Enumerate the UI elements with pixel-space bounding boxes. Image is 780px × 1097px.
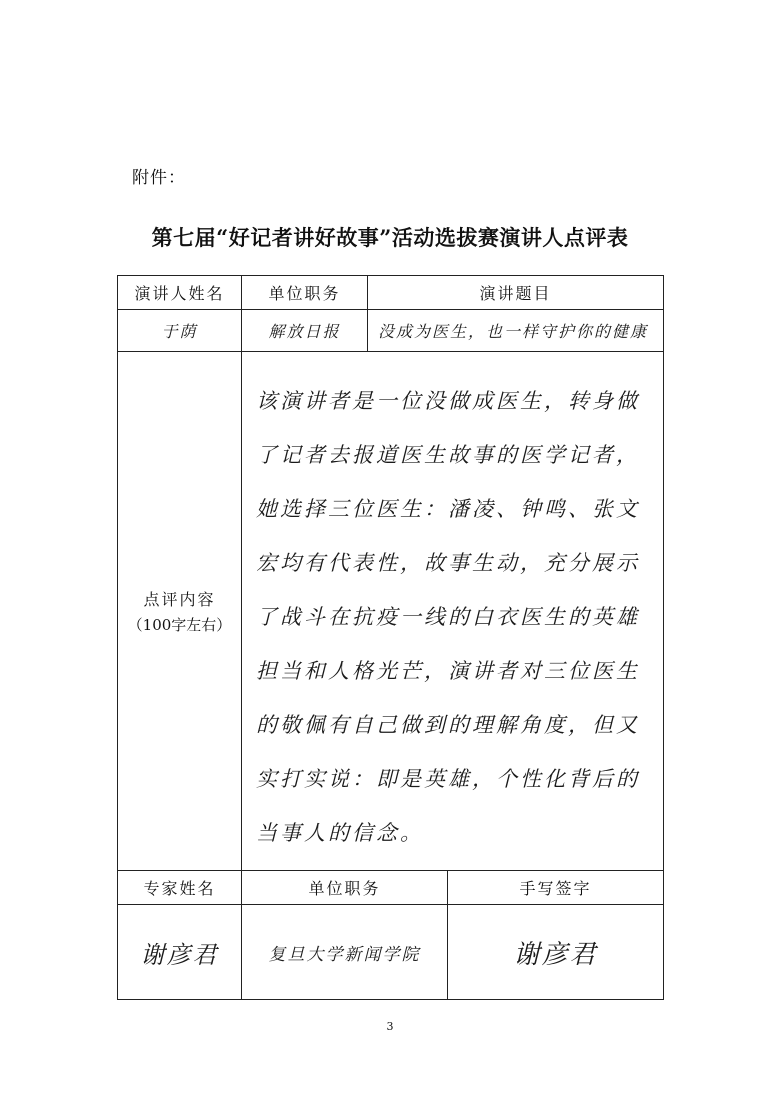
expert-header-row: [118, 871, 664, 905]
col-header-expert-unit: 单位职务: [242, 871, 448, 905]
col-header-signature: 手写签字: [448, 871, 664, 905]
form-title: 第七届“好记者讲好故事”活动选拔赛演讲人点评表: [151, 225, 629, 250]
evaluation-form-table: [117, 275, 664, 1000]
handwritten-signature: 谢彦君: [448, 905, 664, 1000]
speaker-unit-value: 解放日报: [242, 310, 368, 352]
comment-row: [118, 352, 664, 871]
comment-label-cell: [118, 352, 242, 871]
col-header-unit: 单位职务: [242, 276, 368, 310]
expert-unit-value: 复旦大学新闻学院: [242, 905, 448, 1000]
col-header-expert-name: 专家姓名: [118, 871, 242, 905]
comment-text: 该演讲者是一位没做成医生，转身做了记者去报道医生故事的医学记者，她选择三位医生：潘凌、钟鸣、张文宏均有代表性，故事生动，充分展示了战斗在抗疫一线的白衣医生的英雄担当和人格光芒，演讲者对三位医生的敬佩有自己做到的理解角度，但又实打实说：即是英雄，个性化背后的当事人的信念。: [256, 389, 640, 845]
comment-content-cell: [242, 352, 664, 871]
speaker-row: [118, 310, 664, 352]
speaker-name-value: 于荫: [118, 310, 242, 352]
comment-label: 点评内容: [143, 590, 216, 609]
col-header-speaker-name: 演讲人姓名: [118, 276, 242, 310]
speaker-topic-value: 没成为医生，也一样守护你的健康: [368, 310, 664, 352]
col-header-topic: 演讲题目: [368, 276, 664, 310]
header-row: [118, 276, 664, 310]
expert-row: [118, 905, 664, 1000]
comment-label-sub: （100字左右）: [127, 616, 232, 634]
attachment-label: 附件：: [132, 168, 186, 188]
expert-name-value: 谢彦君: [118, 905, 242, 1000]
page-number: 3: [386, 1020, 394, 1033]
